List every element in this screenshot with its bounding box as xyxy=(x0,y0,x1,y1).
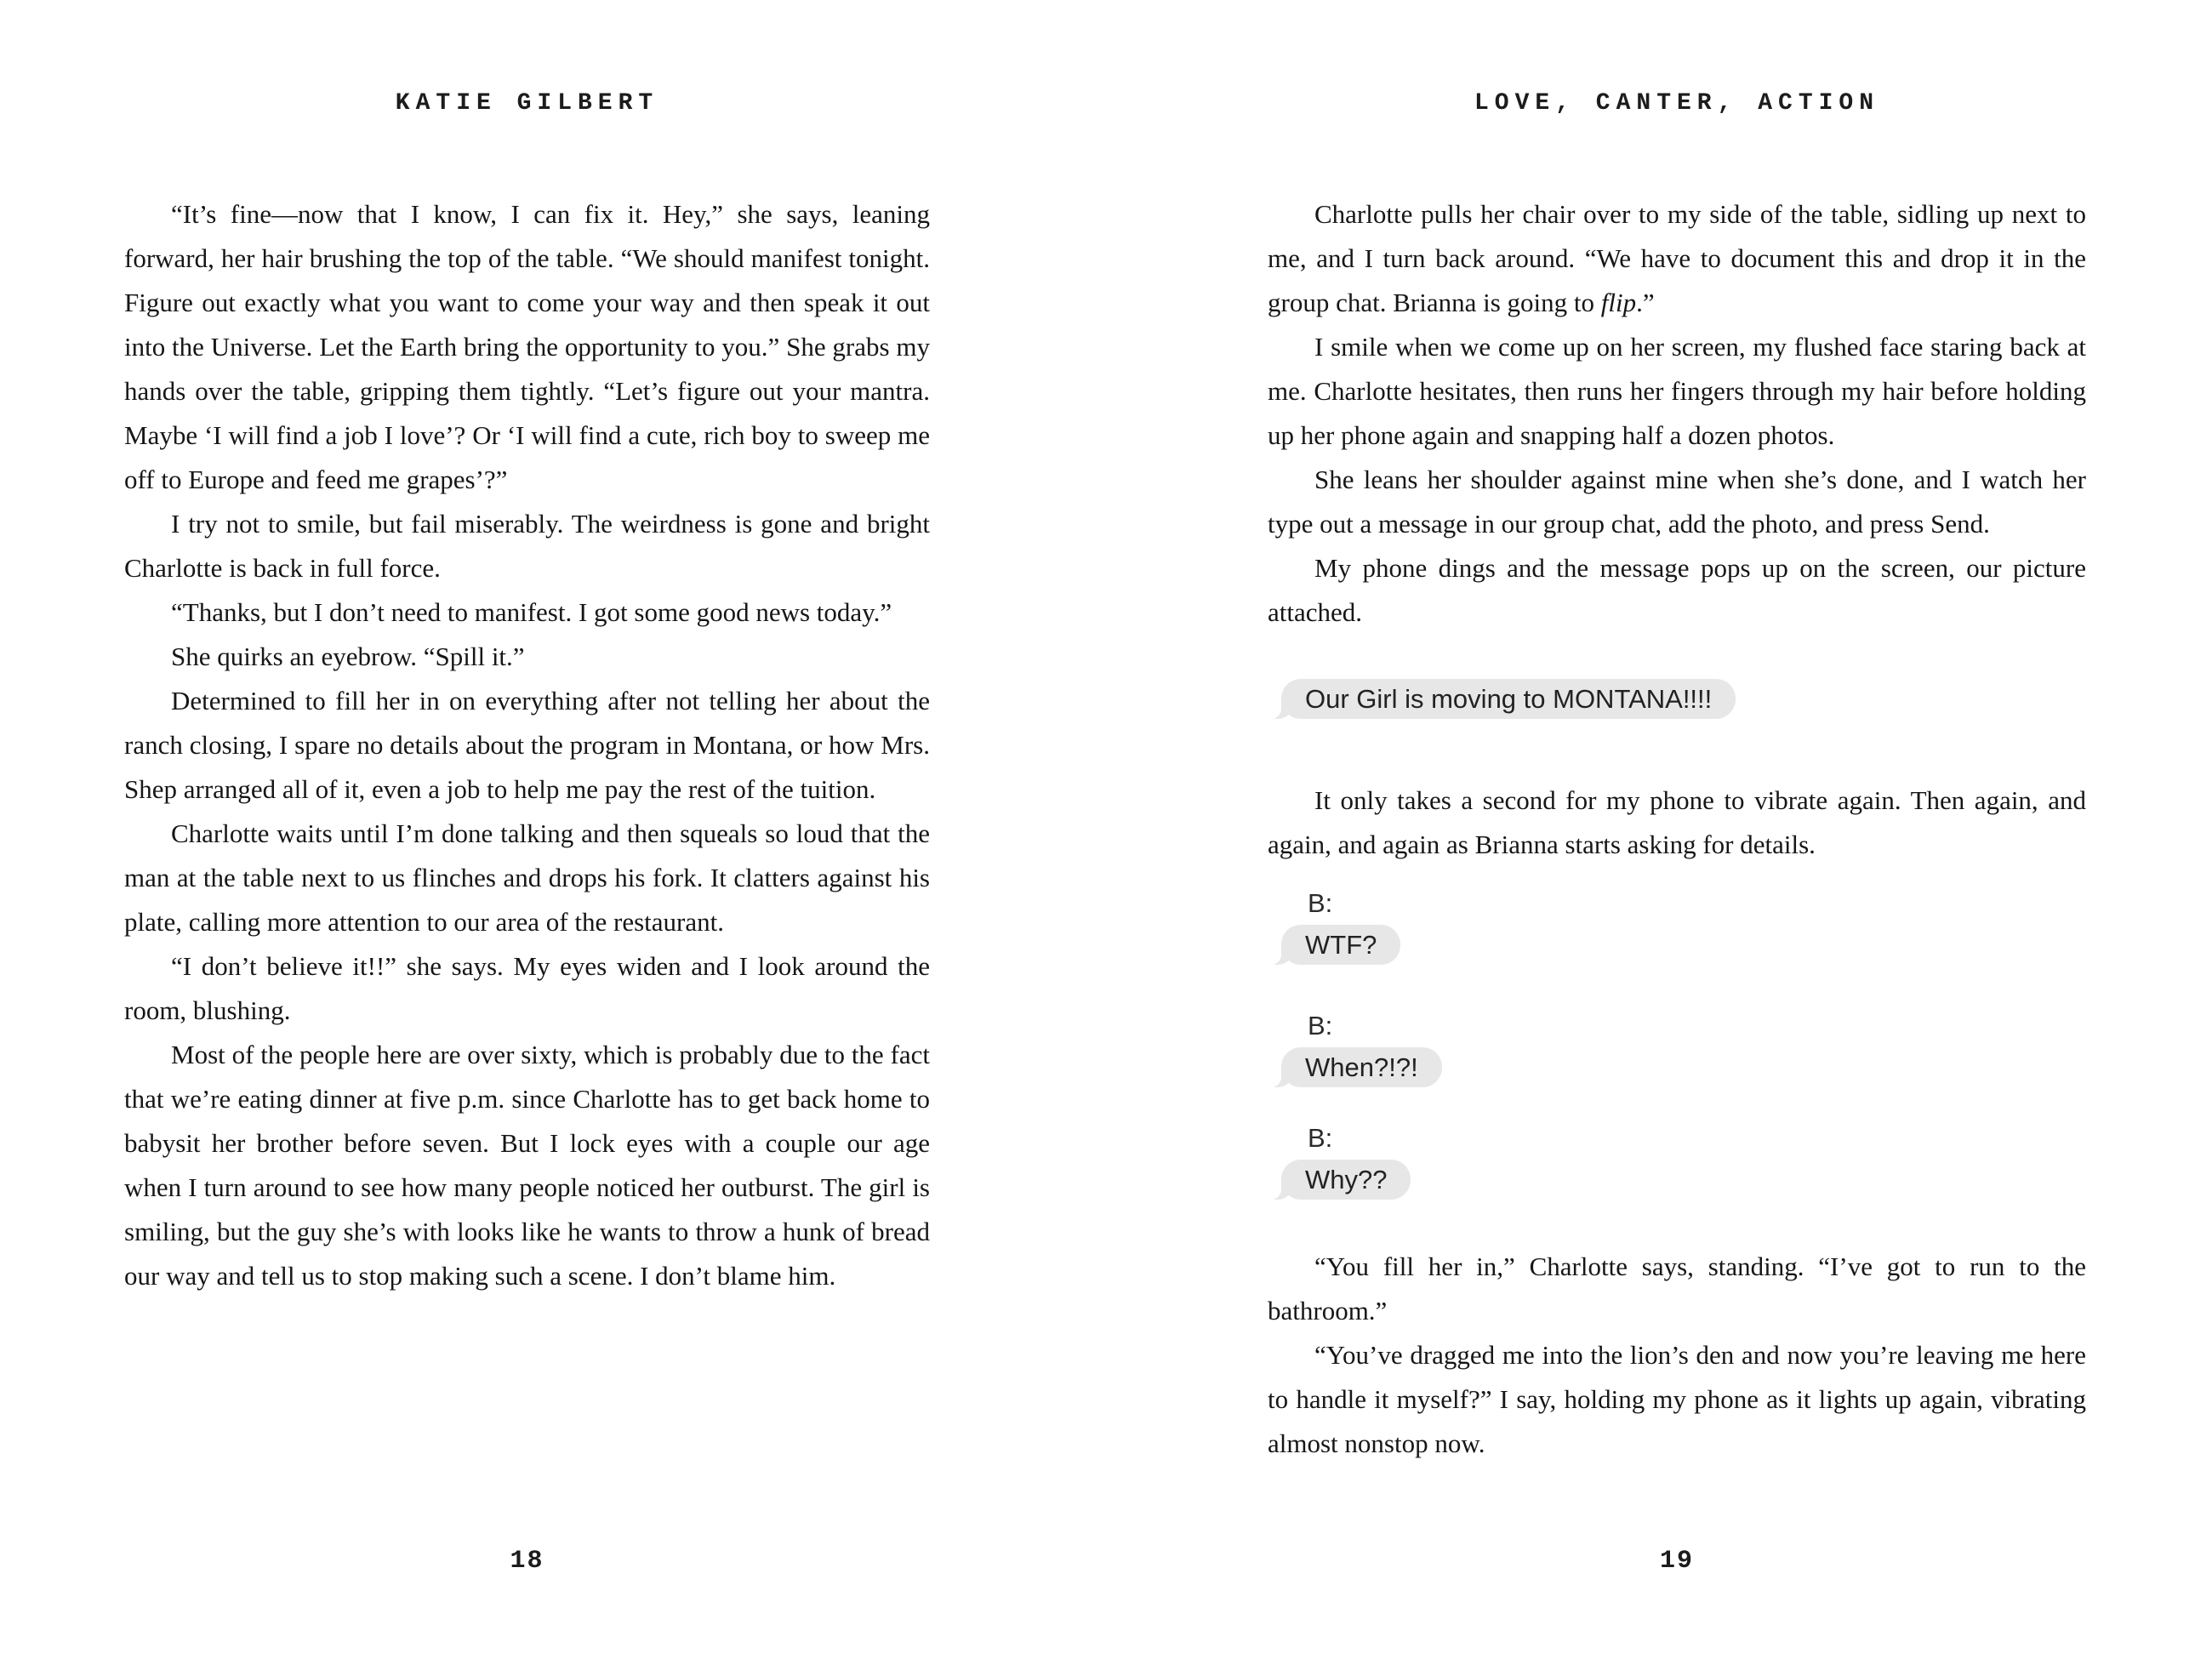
running-head-author: KATIE GILBERT xyxy=(395,90,659,117)
body-paragraph: “You fill her in,” Charlotte says, standing. “I’ve got to run to the bathroom.” xyxy=(1268,1251,2086,1325)
page-number-left: 18 xyxy=(510,1547,544,1576)
chat-bubble-row xyxy=(1268,1046,2086,1090)
chat-bubble: When?!?! xyxy=(1281,1047,1442,1087)
body-paragraph: It only takes a second for my phone to vibrate again. Then again, and again, and again as Brianna starts asking for details. xyxy=(1268,785,2086,859)
body-paragraph: Charlotte waits until I’m done talking and then squeals so loud that the man at the table next to us flinches and drops his fork. It clatters against his plate, calling more attention to our area of the restaurant. xyxy=(124,818,930,937)
body-paragraph: I try not to smile, but fail miserably. The weirdness is gone and bright Charlotte is back in full force. xyxy=(124,509,930,583)
chat-bubble: WTF? xyxy=(1281,925,1400,965)
chat-bubble-row xyxy=(1268,923,2086,967)
running-head-title: LOVE, CANTER, ACTION xyxy=(1474,90,1880,117)
sender-label: B: xyxy=(1308,1011,1333,1040)
chat-bubble-row xyxy=(1268,1158,2086,1202)
body-paragraph: “I don’t believe it!!” she says. My eyes widen and I look around the room, blushing. xyxy=(124,951,930,1025)
body-paragraph: Determined to fill her in on everything after not telling her about the ranch closing, I spare no details about the program in Montana, or how Mrs. Shep arranged all of it, even a job to help me pay the rest of the tuition. xyxy=(124,686,930,804)
body-paragraph: She quirks an eyebrow. “Spill it.” xyxy=(171,641,525,671)
body-paragraph: My phone dings and the message pops up on the screen, our picture attached. xyxy=(1268,553,2086,627)
chat-bubble: Why?? xyxy=(1281,1160,1411,1200)
sender-label: B: xyxy=(1308,888,1333,918)
body-paragraph: “You’ve dragged me into the lion’s den and now you’re leaving me here to handle it myself?” I say, holding my phone as it lights up again, vibrating almost nonstop now. xyxy=(1268,1340,2086,1458)
left-page-body xyxy=(124,192,930,1298)
body-paragraph: Most of the people here are over sixty, which is probably due to the fact that we’re eating dinner at five p.m. since Charlotte has to get back home to babysit her brother before seven. But I lock eyes with a couple our age when I turn around to see how many people noticed her outburst. The girl is smiling, but the guy she’s with looks like he wants to throw a hunk of bread our way and tell us to stop making such a scene. I don’t blame him. xyxy=(124,1040,930,1291)
page-number-right: 19 xyxy=(1659,1547,1694,1576)
paragraph-text: .” xyxy=(1636,288,1655,317)
body-paragraph: “Thanks, but I don’t need to manifest. I got some good news today.” xyxy=(171,597,892,627)
chat-bubble: Our Girl is moving to MONTANA!!!! xyxy=(1281,679,1736,719)
chat-bubble-row xyxy=(1268,677,2086,721)
chat-group xyxy=(1268,1006,2086,1090)
chat-group xyxy=(1268,1119,2086,1202)
italic-word: flip xyxy=(1600,288,1637,317)
paragraph-text: Charlotte pulls her chair over to my side of the table, sidling up next to me, and I turn back around. “We have to document this and drop it in the group chat. Brianna is going to xyxy=(1268,199,2086,317)
sender-label: B: xyxy=(1308,1123,1333,1153)
body-paragraph: She leans her shoulder against mine when she’s done, and I watch her type out a message in our group chat, add the photo, and press Send. xyxy=(1268,465,2086,539)
body-paragraph xyxy=(1268,192,2086,325)
right-page xyxy=(1268,0,2086,1659)
left-page xyxy=(124,0,930,1659)
body-paragraph: I smile when we come up on her screen, my flushed face staring back at me. Charlotte hesitates, then runs her fingers through my hair before holding up her phone again and snapping half a dozen photos. xyxy=(1268,332,2086,450)
chat-group xyxy=(1268,884,2086,967)
right-page-body xyxy=(1268,192,2086,1466)
body-paragraph: “It’s fine—now that I know, I can fix it. Hey,” she says, leaning forward, her hair brushing the top of the table. “We should manifest tonight. Figure out exactly what you want to come your way and then speak it out into the Universe. Let the Earth bring the opportunity to you.” She grabs my hands over the table, gripping them tightly. “Let’s figure out your mantra. Maybe ‘I will find a job I love’? Or ‘I will find a cute, rich boy to sweep me off to Europe and feed me grapes’?” xyxy=(124,199,930,494)
